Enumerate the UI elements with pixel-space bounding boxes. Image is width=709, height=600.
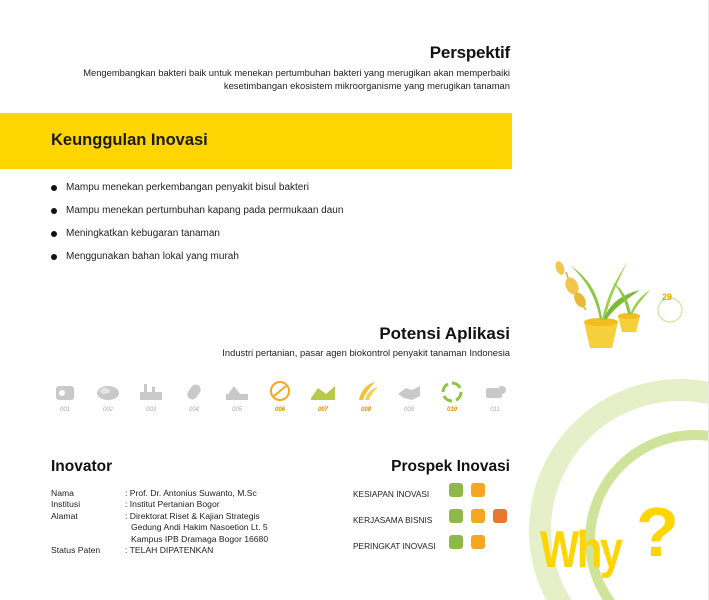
land-icon [308,378,338,404]
inovator-key: Nama [51,488,74,498]
inovator-value: : Direktorat Riset & Kajian Strategis [125,510,260,521]
list-item-text: Menggunakan bahan lokal yang murah [66,251,239,262]
inovator-row [51,499,306,510]
inovator-key [51,522,125,533]
keunggulan-title: Keunggulan Inovasi [51,131,208,149]
handshake-icon [394,378,424,404]
bullet-icon [51,185,57,191]
bullet-icon [51,231,57,237]
potensi-title: Potensi Aplikasi [379,324,510,343]
inovator-key: Alamat [51,510,78,521]
prospek-label: KERJASAMA BISNIS [353,515,433,525]
potensi-icon-number: 005 [231,407,242,413]
potensi-icon-number: 003 [145,407,156,413]
list-item [51,182,343,205]
prospek-rating-icon [471,483,485,497]
potensi-icon-number: 002 [102,407,113,413]
list-item-text: Mampu menekan perkembangan penyakit bisul bakteri [66,182,309,193]
potensi-icon-item [392,378,426,413]
list-item [51,205,343,228]
keunggulan-list [51,182,343,274]
potensi-icon-number: 011 [490,407,500,413]
list-item [51,251,343,274]
industry-icon [50,378,80,404]
perspektif-title: Perspektif [429,43,510,62]
list-item [51,228,343,251]
agriculture-icon [351,378,381,404]
potensi-icon-item [349,378,383,413]
potensi-icon-item [306,378,340,413]
health-icon [179,378,209,404]
prospek-rating-icon [493,509,507,523]
potensi-icon-item [263,378,297,413]
list-item-text: Meningkatkan kebugaran tanaman [66,228,220,239]
prospek-rating-icon [449,509,463,523]
inovator-value: : Prof. Dr. Antonius Suwanto, M.Sc [125,488,257,498]
prospek-label: PERINGKAT INOVASI [353,541,436,551]
potensi-icon-item [435,378,469,413]
inovator-value: Kampus IPB Dramaga Bogor 16680 [131,533,269,544]
inovator-value: : Institut Pertanian Bogor [125,499,220,510]
potensi-icon-item [48,378,82,413]
bullet-icon [51,254,57,260]
food-icon [93,378,123,404]
water-icon [265,378,295,404]
inovator-row [51,488,306,499]
potensi-icon-number: 009 [403,407,414,413]
potensi-icon-number: 007 [317,407,328,413]
machinery-icon [480,378,510,404]
recycle-icon [437,378,467,404]
potensi-icon-item [220,378,254,413]
inovator-value: : TELAH DIPATENKAN [125,545,214,556]
potensi-icon-row [48,378,518,418]
prospek-rating-icon [471,509,485,523]
factory-icon [136,378,166,404]
potensi-text: Industri pertanian, pasar agen biokontrol penyakit tanaman Indonesia [222,347,510,358]
energy-icon [222,378,252,404]
inovator-key: Status Paten [51,545,101,556]
perspektif-line-2: kesetimbangan ekosistem mikroorganisme yang merugikan tanaman [223,79,510,91]
perspektif-line-1: Mengembangkan bakteri baik untuk menekan pertumbuhan bakteri yang merugikan akan memperbaiki [83,67,510,78]
inovator-row [51,534,306,545]
page-number: 29 [662,292,673,302]
potensi-icon-item [177,378,211,413]
inovator-value: Gedung Andi Hakim Nasoetion Lt. 5 [131,522,268,533]
inovator-title: Inovator [51,458,113,475]
inovator-details [51,488,306,556]
inovator-key: Institusi [51,499,81,510]
inovator-key [51,534,125,545]
prospek-rating-icon [449,535,463,549]
prospek-rating-icon [449,483,463,497]
potensi-icon-number: 006 [274,407,285,413]
prospek-title: Prospek Inovasi [391,458,510,475]
inovator-row [51,522,306,533]
potensi-icon-number: 010 [446,407,457,413]
potensi-icon-number: 004 [188,407,199,413]
potensi-icon-item [134,378,168,413]
bullet-icon [51,208,57,214]
potensi-icon-number: 008 [360,407,371,413]
inovator-row [51,545,306,556]
potensi-icon-number: 001 [59,407,70,413]
why-heading: Why [540,521,621,579]
inovator-row [51,511,306,522]
question-mark: ? [636,493,679,571]
prospek-label: KESIAPAN INOVASI [353,489,430,499]
potensi-icon-item [91,378,125,413]
perspektif-text [40,67,510,92]
prospek-rating-icon [471,535,485,549]
potensi-icon-item [478,378,512,413]
list-item-text: Mampu menekan pertumbuhan kapang pada permukaan daun [66,205,344,216]
